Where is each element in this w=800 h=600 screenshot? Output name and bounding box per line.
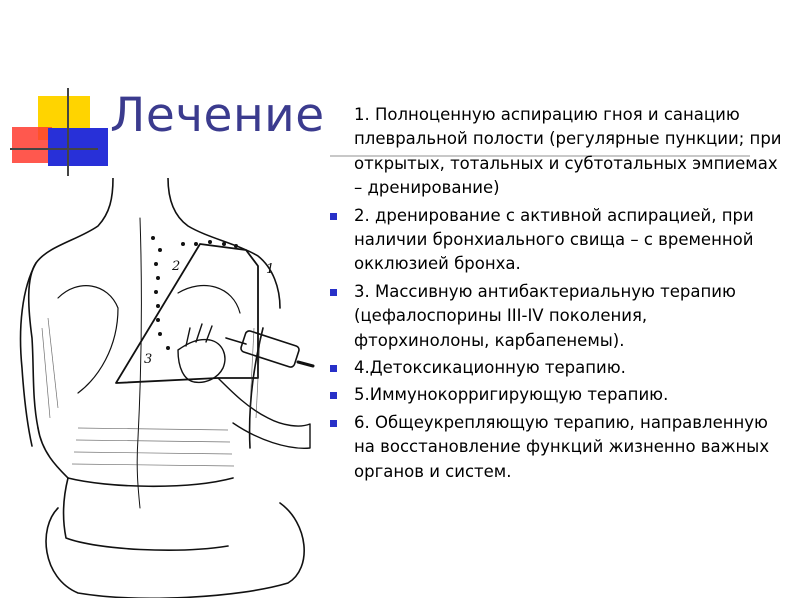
- decor-blue-square: [48, 128, 108, 166]
- treatment-list: [330, 103, 785, 487]
- list-item-text: 5.Иммунокорригирующую терапию.: [354, 385, 669, 405]
- figure-label-2: 2: [172, 259, 181, 274]
- list-item-text: 2. дренирование с активной аспирацией, при наличии бронхиального свища – с временной окклюзией бронха.: [354, 205, 754, 274]
- figure-label-3: 3: [144, 352, 153, 367]
- bullet-icon: [330, 289, 337, 296]
- bullet-icon: [330, 392, 337, 399]
- list-item: [330, 383, 785, 407]
- bullet-icon: [330, 420, 337, 427]
- list-item-text: 3. Массивную антибактериальную терапию (цефалоспорины III-IV поколения, фторхинолоны, карбапенемы).: [354, 281, 736, 350]
- decor-vertical-line: [67, 88, 69, 176]
- list-item: [330, 356, 785, 380]
- list-item-text: 6. Общеукрепляющую терапию, направленную на восстановление функций жизненно важных органов и систем.: [354, 412, 770, 481]
- slide-title: Лечение: [110, 88, 325, 143]
- decor-red-square: [12, 127, 52, 163]
- pleural-puncture-illustration: [18, 178, 318, 598]
- decor-horizontal-line: [10, 148, 98, 150]
- figure-label-1: 1: [266, 262, 275, 277]
- list-item: [330, 411, 785, 484]
- bullet-icon: [330, 365, 337, 372]
- list-item: [330, 204, 785, 277]
- list-item-text: 1. Полноценную аспирацию гноя и санацию плевральной полости (регулярные пункции; при открытых, тотальных и субтотальных эмпиемах – дренирование): [354, 105, 782, 198]
- list-item: [330, 280, 785, 353]
- bullet-icon: [330, 213, 337, 220]
- list-item: [330, 103, 785, 201]
- list-item-text: 4.Детоксикационную терапию.: [354, 358, 626, 378]
